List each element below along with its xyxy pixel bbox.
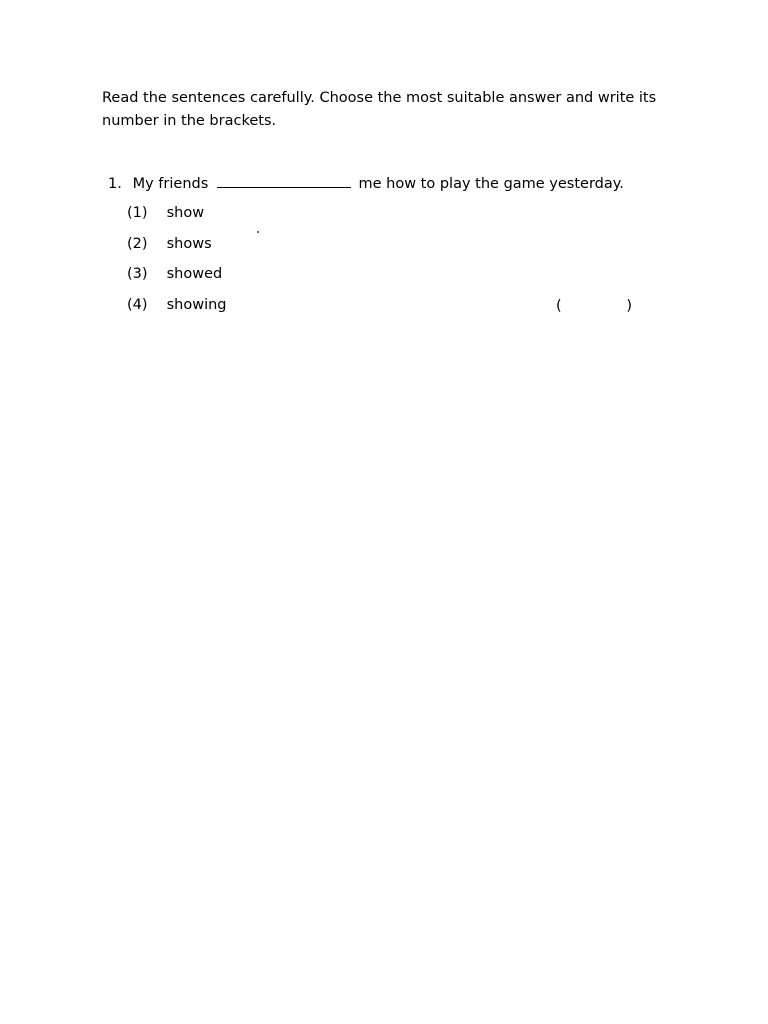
question-number: 1. — [108, 176, 122, 192]
options-list — [127, 202, 227, 324]
answer-field[interactable] — [569, 295, 619, 317]
option-2 — [127, 233, 227, 264]
option-text: showed — [166, 266, 223, 282]
instructions-text: Read the sentences carefully. Choose the most suitable answer and write its number in the brackets. — [102, 90, 657, 129]
option-number: (2) — [127, 235, 148, 252]
question-text-after: me how to play the game yesterday. — [358, 176, 624, 192]
option-text: show — [166, 205, 205, 221]
bracket-close: ) — [626, 298, 632, 314]
option-1 — [127, 202, 227, 233]
question-text-before: My friends — [132, 176, 209, 192]
option-number: (1) — [127, 205, 148, 221]
answer-blank — [217, 172, 351, 188]
answer-brackets — [556, 295, 632, 317]
option-4 — [127, 294, 227, 325]
option-3 — [127, 263, 227, 294]
option-text: shows — [166, 235, 212, 252]
bracket-open: ( — [556, 298, 562, 314]
option-number: (4) — [127, 296, 148, 313]
scan-speck — [257, 231, 259, 233]
option-text: showing — [166, 296, 227, 313]
option-number: (3) — [127, 266, 148, 282]
question-1 — [108, 172, 708, 195]
